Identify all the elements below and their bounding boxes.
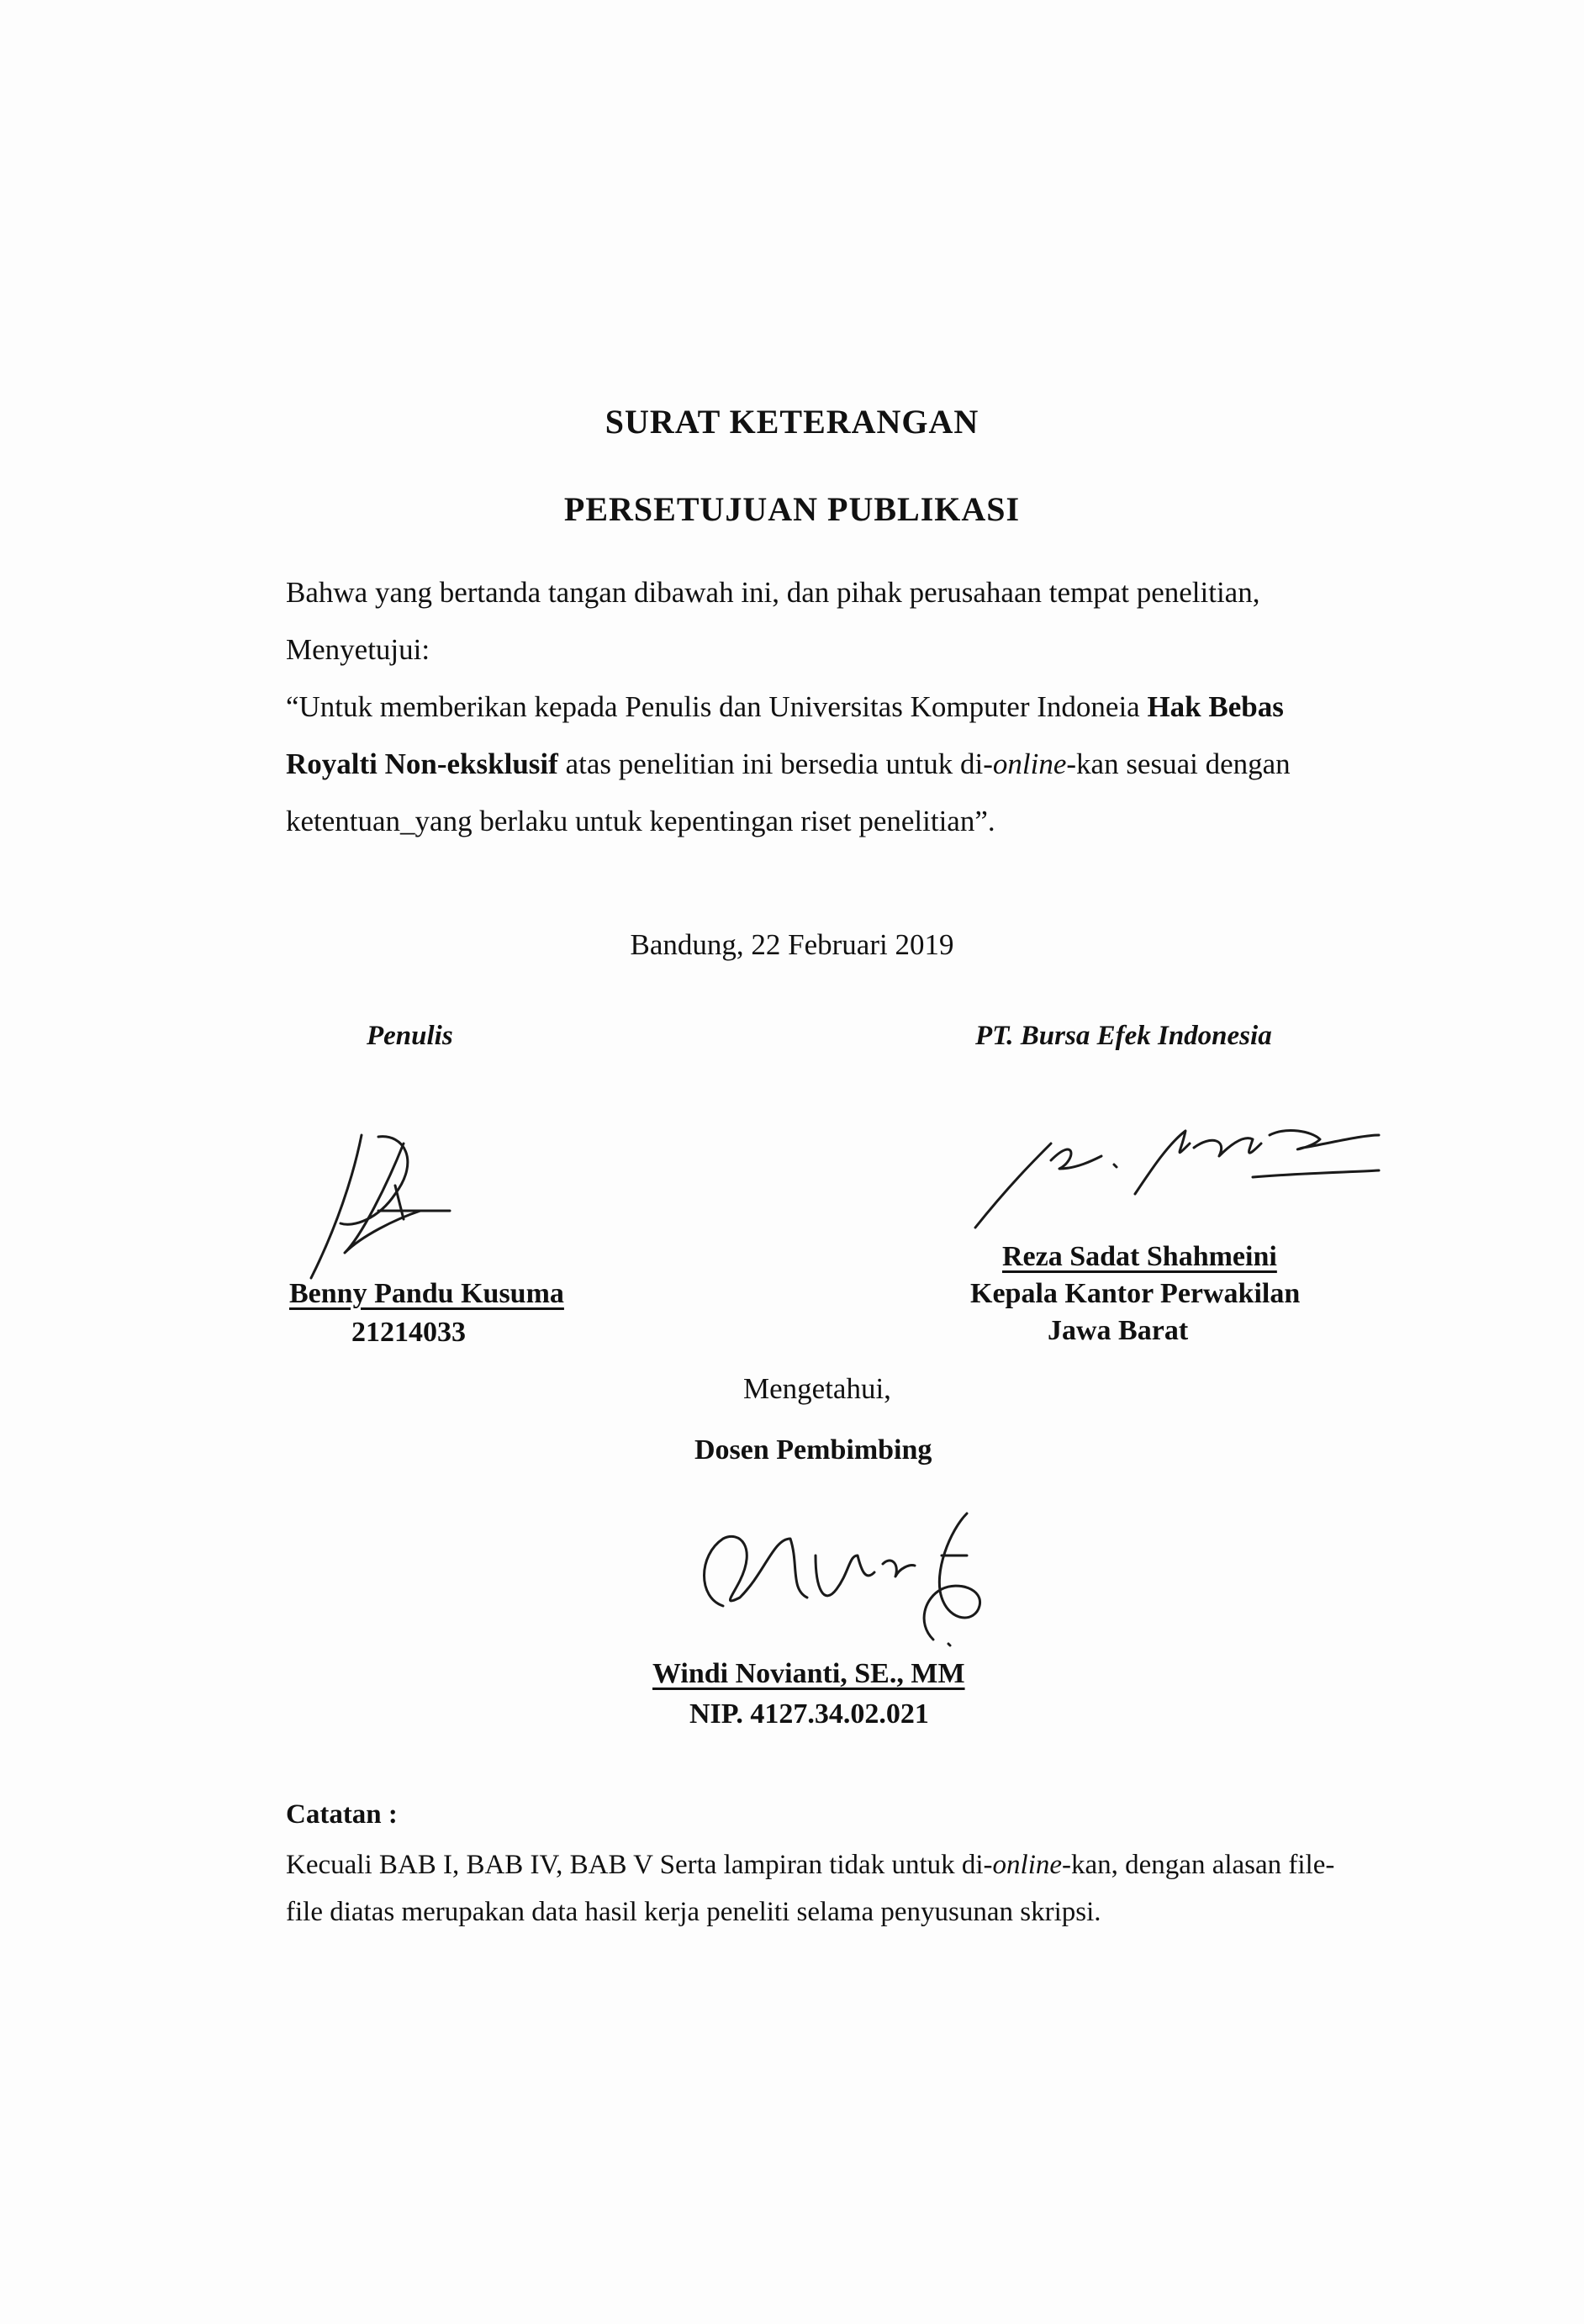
supervisor-role: Dosen Pembimbing xyxy=(694,1434,932,1466)
place-date: Bandung, 22 Februari 2019 xyxy=(630,928,954,961)
intro-line-4-italic: online xyxy=(992,747,1067,780)
right-signer-position: Kepala Kantor Perwakilan xyxy=(970,1278,1301,1309)
intro-line-4-tail: -kan sesuai dengan xyxy=(1066,747,1291,780)
left-signer-name: Benny Pandu Kusuma xyxy=(289,1278,564,1309)
note-line-2: file diatas merupakan data hasil kerja peneliti selama penyusunan skripsi. xyxy=(286,1897,1101,1927)
document-title: SURAT KETERANGAN xyxy=(605,403,979,441)
right-signer-role: PT. Bursa Efek Indonesia xyxy=(975,1021,1272,1051)
intro-line-3 xyxy=(286,679,1284,735)
supervisor-nip: NIP. 4127.34.02.021 xyxy=(689,1698,929,1730)
left-signature xyxy=(303,1127,471,1286)
right-signer-region: Jawa Barat xyxy=(1048,1315,1189,1346)
intro-line-5: ketentuan_yang berlaku untuk kepentingan riset penelitian”. xyxy=(286,805,995,837)
supervisor-name: Windi Novianti, SE., MM xyxy=(652,1658,965,1689)
document-subtitle: PERSETUJUAN PUBLIKASI xyxy=(563,490,1021,528)
right-signer-name: Reza Sadat Shahmeini xyxy=(1002,1241,1277,1272)
supervisor-signature xyxy=(689,1505,1009,1656)
note-line-1-text: Kecuali BAB I, BAB IV, BAB V Serta lampiran tidak untuk di- xyxy=(286,1850,993,1880)
intro-line-1: Bahwa yang bertanda tangan dibawah ini, dan pihak perusahaan tempat penelitian, xyxy=(286,576,1260,609)
intro-line-3-text: “Untuk memberikan kepada Penulis dan Universitas Komputer Indoneia xyxy=(286,690,1148,723)
note-line-1 xyxy=(286,1841,1334,1888)
right-signature xyxy=(967,1110,1404,1236)
intro-line-2: Menyetujui: xyxy=(286,633,430,666)
acknowledge-label: Mengetahui, xyxy=(743,1372,891,1405)
note-line-1-tail: -kan, dengan alasan file- xyxy=(1062,1850,1335,1880)
intro-line-4 xyxy=(286,737,1291,792)
intro-line-4-bold: Royalti Non-eksklusif xyxy=(286,747,558,780)
intro-line-4-text: atas penelitian ini bersedia untuk di- xyxy=(557,747,993,780)
left-signer-role: Penulis xyxy=(367,1021,453,1051)
intro-line-3-bold: Hak Bebas xyxy=(1147,690,1284,723)
left-signer-id: 21214033 xyxy=(351,1317,466,1348)
note-line-1-italic: online xyxy=(992,1850,1063,1880)
note-label: Catatan : xyxy=(286,1799,398,1830)
